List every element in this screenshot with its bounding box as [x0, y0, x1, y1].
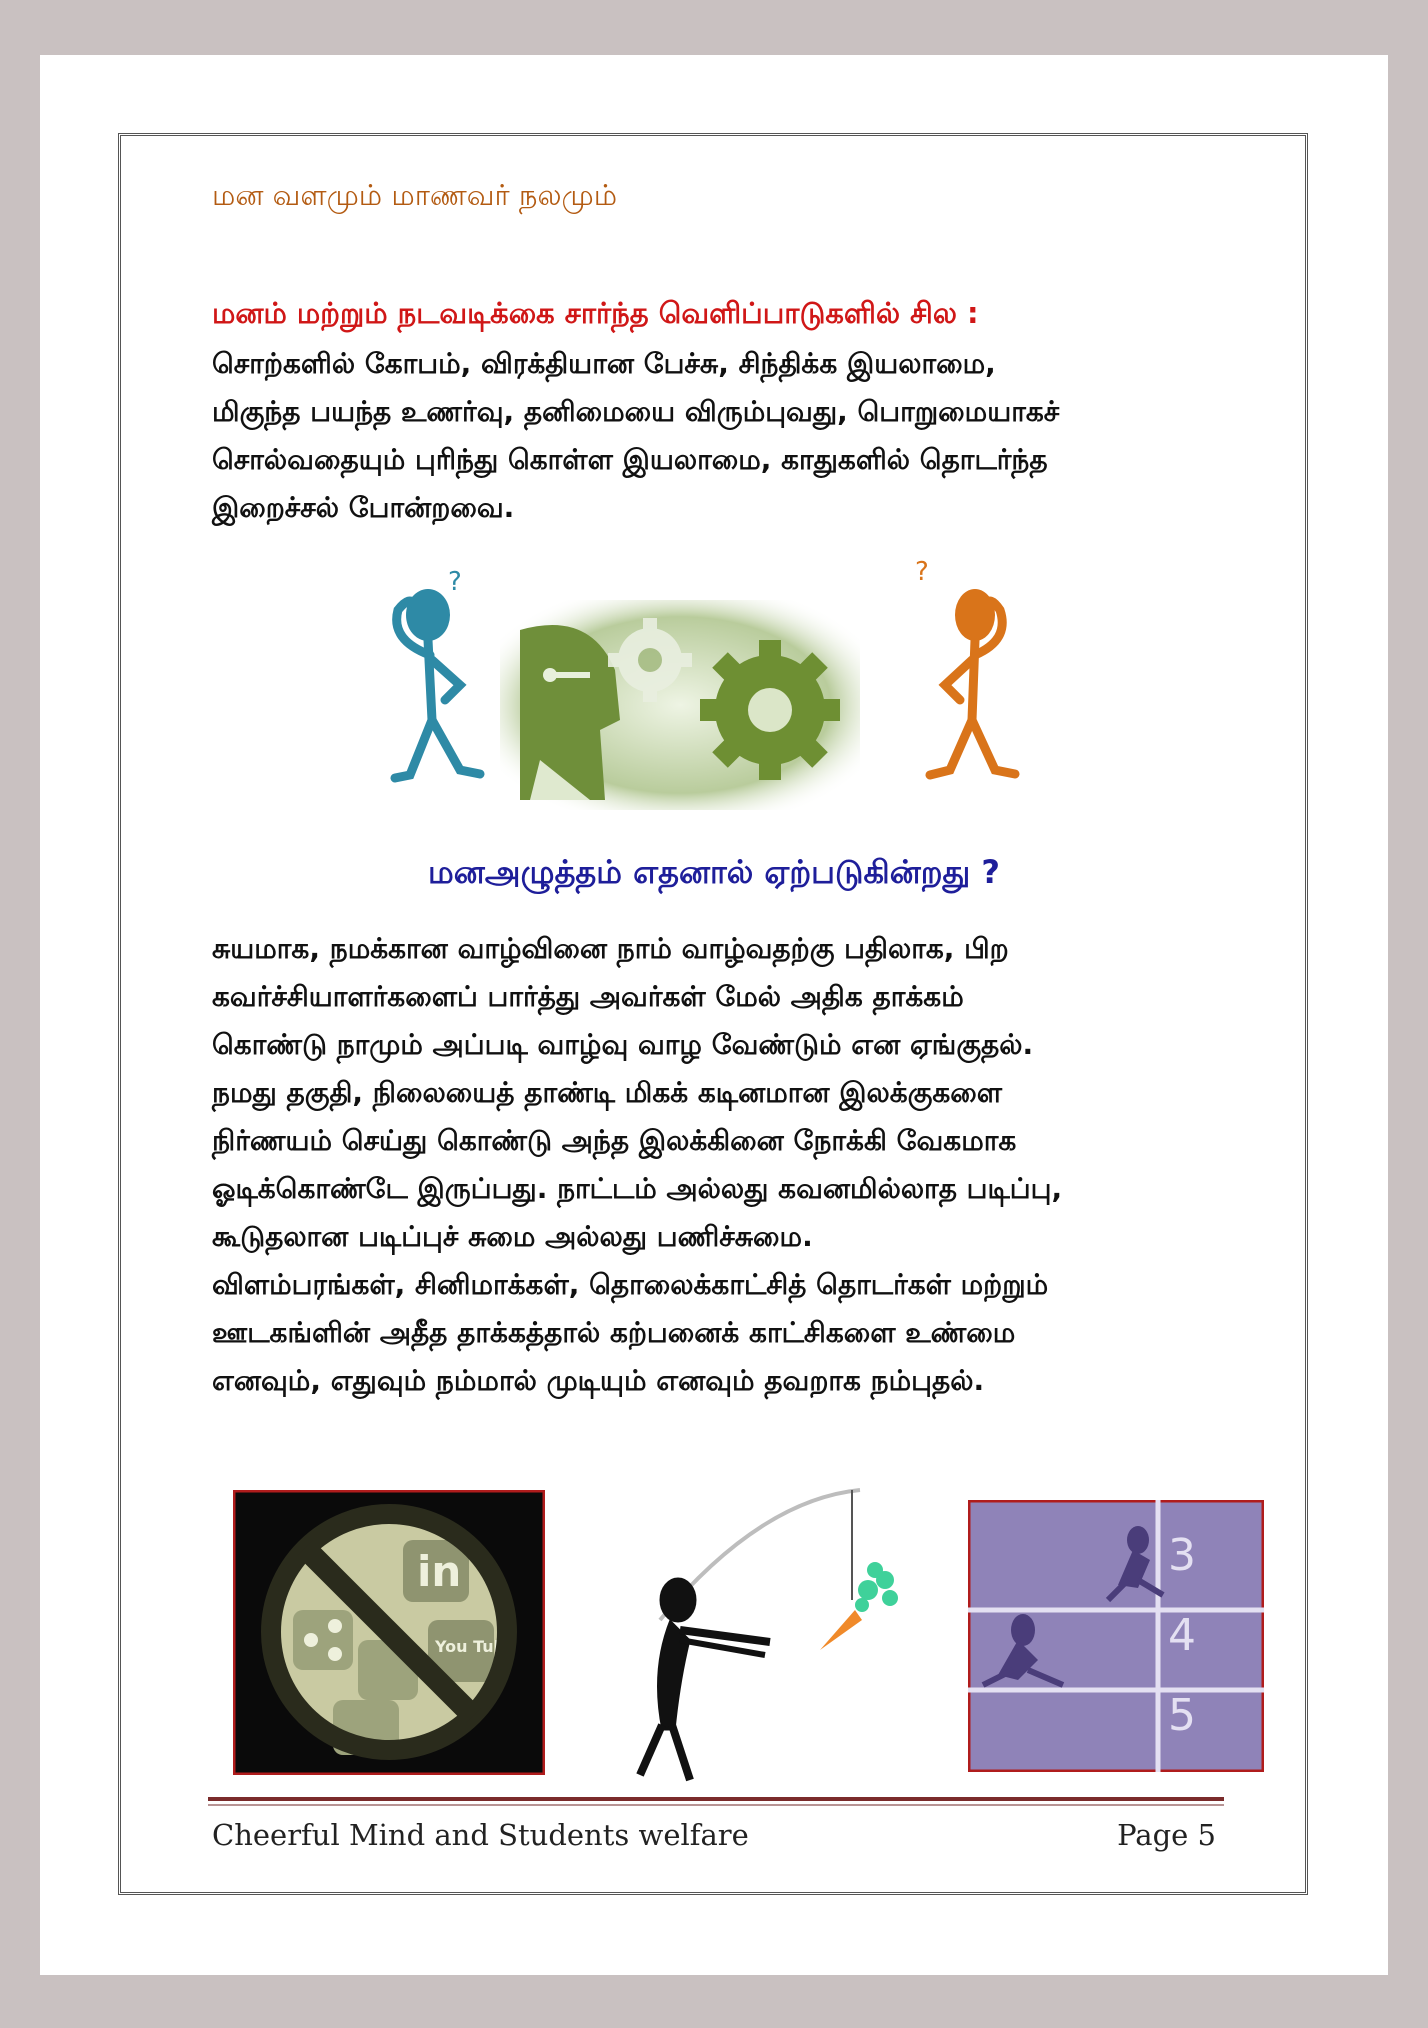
running-person-silhouette	[640, 1578, 770, 1780]
footer-rule	[208, 1797, 1224, 1801]
question-mark-icon: ?	[915, 560, 929, 587]
section-heading-symptoms: மனம் மற்றும் நடவடிக்கை சார்ந்த வெளிப்பாடுகளில் சில :	[212, 296, 979, 330]
text-line: கவர்ச்சியாளர்களைப் பார்த்து அவர்கள் மேல் அதிக தாக்கம்	[212, 980, 964, 1013]
text-line: கூடுதலான படிப்புச் சுமை அல்லது பணிச்சுமை.	[212, 1220, 813, 1253]
footer-title: Cheerful Mind and Students welfare	[212, 1818, 749, 1852]
confused-figures-illustration	[360, 560, 1060, 810]
lane-number: 4	[1168, 1610, 1196, 1661]
text-line: சொல்வதையும் புரிந்து கொள்ள இயலாமை, காதுகளில் தொடர்ந்த	[212, 443, 1048, 476]
carrot-icon	[820, 1610, 862, 1650]
lane-number: 5	[1168, 1690, 1196, 1741]
text-line: ஊடகங்ளின் அதீத தாக்கத்தால் கற்பனைக் காட்சிகளை உண்மை	[212, 1316, 1016, 1349]
question-mark-icon: ?	[448, 567, 462, 597]
text-line: சொற்களில் கோபம், விரக்தியான பேச்சு, சிந்திக்க இயலாமை,	[212, 347, 996, 380]
youtube-icon: You Tube	[435, 1637, 516, 1656]
confused-person-blue	[395, 589, 480, 778]
share-icon	[293, 1610, 353, 1670]
lane-number: 3	[1168, 1530, 1196, 1581]
text-line: நிர்ணயம் செய்து கொண்டு அந்த இலக்கினை நோக்கி வேகமாக	[212, 1124, 1017, 1157]
text-line: விளம்பரங்கள், சினிமாக்கள், தொலைக்காட்சித் தொடர்கள் மற்றும்	[212, 1268, 1049, 1301]
footer-rule-thin	[208, 1804, 1224, 1806]
text-line: மிகுந்த பயந்த உணர்வு, தனிமையை விரும்புவது, பொறுமையாகச்	[212, 395, 1060, 428]
text-line: ஓடிக்கொண்டே இருப்பது. நாட்டம் அல்லது கவனமில்லாத படிப்பு,	[212, 1172, 1063, 1205]
stress-causes-paragraph	[212, 925, 1232, 1405]
running-header: மன வளமும் மாணவர் நலமும்	[212, 178, 618, 212]
section-heading-stress-causes: மனஅழுத்தம் எதனால் ஏற்படுகின்றது ?	[428, 853, 1000, 891]
text-line: சுயமாக, நமக்கான வாழ்வினை நாம் வாழ்வதற்கு பதிலாக, பிற	[212, 932, 1009, 965]
text-line: இறைச்சல் போன்றவை.	[212, 491, 515, 524]
carrot-leaves	[855, 1562, 898, 1612]
confused-person-orange	[930, 589, 1015, 775]
race-track-image	[968, 1500, 1264, 1772]
text-line: எனவும், எதுவும் நம்மால் முடியும் எனவும் தவறாக நம்புதல்.	[212, 1364, 985, 1397]
linkedin-icon: in	[417, 1547, 462, 1596]
symptoms-paragraph	[212, 340, 1232, 532]
text-line: கொண்டு நாமும் அப்படி வாழ்வு வாழ வேண்டும் என ஏங்குதல்.	[212, 1028, 1034, 1061]
social-media-ban-image	[233, 1490, 545, 1775]
page-number: Page 5	[1117, 1818, 1216, 1852]
chasing-carrot-illustration	[600, 1480, 940, 1790]
text-line: நமது தகுதி, நிலையைத் தாண்டி மிகக் கடினமான இலக்குகளை	[212, 1076, 1003, 1109]
gear-icon	[700, 640, 840, 780]
